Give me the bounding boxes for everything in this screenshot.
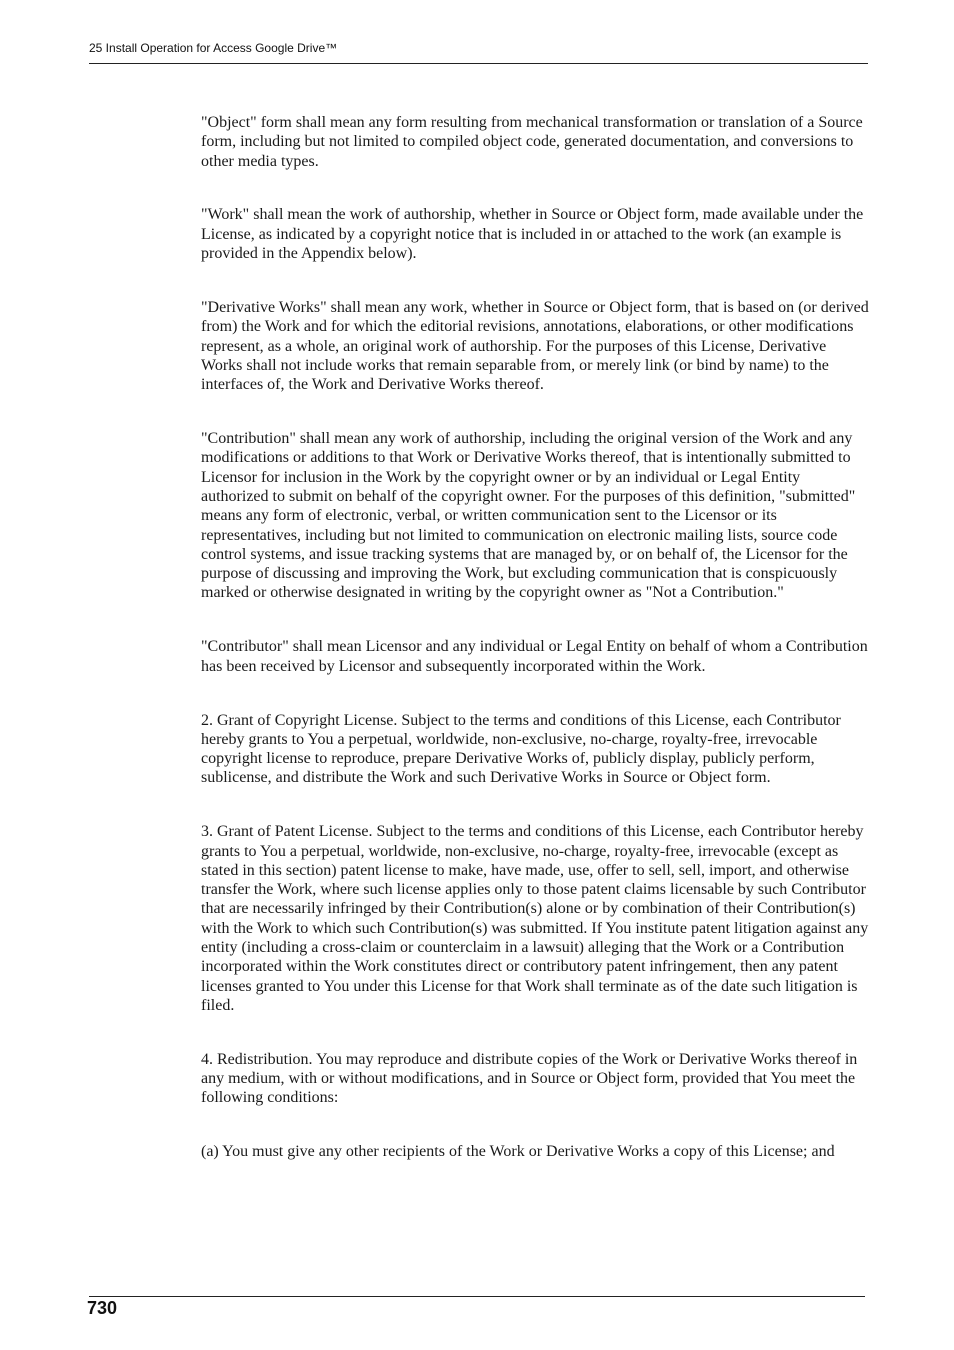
license-body bbox=[201, 113, 871, 1196]
page-header bbox=[89, 40, 868, 64]
paragraph-work-definition: "Work" shall mean the work of authorship, whether in Source or Object form, made available under the License, as indicated by a copyright notice that is included in or attached to the work (an example is provided in the Appendix below). bbox=[201, 206, 864, 263]
paragraph-contributor-definition: "Contributor" shall mean Licensor and any individual or Legal Entity on behalf of whom a Contribution has been received by Licensor and subsequently incorporated within the Work. bbox=[201, 638, 868, 675]
chapter-title: 25 Install Operation for Access Google Drive™ bbox=[89, 41, 338, 55]
paragraph-condition-a: (a) You must give any other recipients of the Work or Derivative Works a copy of this License; and bbox=[201, 1143, 835, 1161]
page-number: 730 bbox=[87, 1298, 118, 1318]
paragraph-object-definition: "Object" form shall mean any form resulting from mechanical transformation or translation of a Source form, including but not limited to compiled object code, generated documentation, and conversions to other media types. bbox=[201, 114, 863, 170]
paragraph-contribution-definition: "Contribution" shall mean any work of authorship, including the original version of the Work and any modifications or additions to that Work or Derivative Works thereof, that is intentionally submitted to Licensor for inclusion in the Work by the copyright owner or by an individual or Legal Entity authorized to submit on behalf of the copyright owner. For the purposes of this definition, "submitted" means any form of electronic, verbal, or written communication sent to the Licensor or its representatives, including but not limited to communication on electronic mailing lists, source code control systems, and issue tracking systems that are managed by, or on behalf of, the Licensor for the purpose of discussing and improving the Work, but excluding communication that is conspicuously marked or otherwise designated in writing by the copyright owner as "Not a Contribution." bbox=[201, 430, 856, 602]
footer-divider bbox=[89, 1296, 865, 1297]
paragraph-redistribution: 4. Redistribution. You may reproduce and distribute copies of the Work or Derivative Works thereof in any medium, with or without modifications, and in Source or Object form, provided that You meet the following conditions: bbox=[201, 1050, 858, 1107]
paragraph-derivative-works-definition: "Derivative Works" shall mean any work, whether in Source or Object form, that is based on (or derived from) the Work and for which the editorial revisions, annotations, elaborations, or other modifications represent, as a whole, an original work of authorship. For the purposes of this License, Derivative Works shall not include works that remain separable from, or merely link (or bind by name) to the interfaces of, the Work and Derivative Works thereof. bbox=[201, 298, 869, 394]
paragraph-copyright-license: 2. Grant of Copyright License. Subject to the terms and conditions of this License, each Contributor hereby grants to You a perpetual, worldwide, non-exclusive, no-charge, royalty-free, irrevocable copyright license to reproduce, prepare Derivative Works of, publicly display, publicly perform, sublicense, and distribute the Work and such Derivative Works in Source or Object form. bbox=[201, 711, 841, 787]
paragraph-patent-license: 3. Grant of Patent License. Subject to the terms and conditions of this License, each Contributor hereby grants to You a perpetual, worldwide, non-exclusive, no-charge, royalty-free, irrevocable (except as stated in this section) patent license to make, have made, use, offer to sell, sell, import, and otherwise transfer the Work, where such license applies only to those patent claims licensable by such Contributor that are necessarily infringed by their Contribution(s) alone or by combination of their Contribution(s) with the Work to which such Contribution(s) was submitted. If You institute patent litigation against any entity (including a cross-claim or counterclaim in a lawsuit) alleging that the Work or a Contribution incorporated within the Work constitutes direct or contributory patent infringement, then any patent licenses granted to You under this License for that Work shall terminate as of the date such litigation is filed. bbox=[201, 823, 869, 1014]
